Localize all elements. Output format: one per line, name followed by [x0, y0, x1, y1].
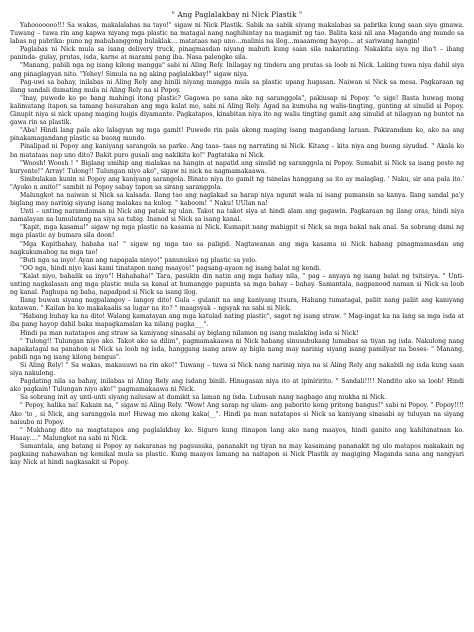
paragraph: " Tulong!! Tulungan niyo ako. Takot ako sa dilim", pagmamakaawa ni Nick habang sinusubukang lumabas sa tiyan ng isda. Nakulong nang napakatagal na panahon si Nick sa loob ng isda, hanggang isang araw ay bigla nang may narinig siyang isang pamilyar na boses- " Manang, pabili nga ng isang kilong bangus". — [10, 337, 464, 361]
paragraph: Pag-uwi sa bahay, inilabas ni Aling Rely ang binili niyang mangga mula sa plastic upang hugasan. Naiwan si Nick sa mesa. Pagkaraan ng ilang sandali dumating mula ni Aling Rely na si Popoy. — [10, 78, 464, 94]
paragraph: "Kalat niyo, babalik sa inyo"! Hahahaha!" Tara, pasukin din natin ang mga bahay nila, " pag – anyaya ng isang balat ng tsitsirya. " Unti-unting nagkalasan ang mga plastic mula sa kanal at humanggo papunta sa mga bahay – bahay. Samantala, nagpanood naman si Nick sa loob ng kanal. Paghupa ng baha, napadpad si Nick sa isang ilog. — [10, 272, 464, 297]
story-body — [10, 22, 464, 467]
paragraph: "Woosh! Woosh ! " Biglang umihip ang malakas na hangin at napatid ang sinulid ng saranggola ni Popoy. Sumabit si Nick sa isang poste ng kuryente!" Array! Tulong!! Tulungan niyo ako", sigaw ni nick na nagmamakaawa. — [10, 159, 464, 175]
paragraph: "Mga Kapitbahay, babaha na! " sigaw ng mga tao sa paligid. Nagtawanan ang mga kasama ni Nick habang pinagmamasdan ang nagkukumahog na mga tao! — [10, 240, 464, 256]
paragraph: "Kapit, mga kasama!" sigaw ng mga plastic na kasama ni Nick. Kumapit nang mahigpit si Nick sa mga bakal nak anal. Sa sobrang dami ng mga plastic ay bumara sila doon! — [10, 224, 464, 240]
paragraph: "Habang buhay ka na dito! Walang kamatayan ang mga katulad nating plastic", sagot ng isang straw. " Mag-ingat ka na lang sa mga isda at iba pang hayop dahil baka mapagkamalan ka nilang pagka___". — [10, 313, 464, 329]
story-title: " Ang Paglalakbay ni Nick Plastik " — [171, 10, 303, 19]
paragraph: Yahooooooo!!! Sa wakas, makalalabas na tayo!" sigaw ni Nick Plastik. Sabik na sabik siyang makalabas sa pabrika kung saan siya ginawa. Tuwang – tuwa rin ang kapwa niyang mga plastic na matagal nang naghihintay na magamit ng tao. Balita kasi nil ana Maganda ang mundo sa labas ng pabrika: puno ng mababanggong bulaklak… matataas nap uno…malinis na ilog…maaamong hayop… at sariwang hangin! — [10, 22, 464, 46]
paragraph: Si Aling Rely! " Sa wakas, makauuwi na rin ako!" Tuwang – tuwa si Nick nang narinig niya na si Aling Rely ang nakabili ng isda kung saan siya nakulong. — [10, 361, 464, 378]
paragraph: Sa sobrang init ay unti-unti siyang nalusaw at dumikit sa laman ng isda. Lubusan nang nagbago ang mukha ni Nick. — [20, 394, 387, 402]
paragraph: Samantala, ang batang si Popoy ay nakaranas ng pagsusuka, pananakit ng tiyan na may kasamang pananakit ng ulo matapos makakain ng pagkaing nahawahan ng kemikal mula sa plastic. Kung maayos lamang na naitapon si Nick Plastik ay magiging Maganda sana ang nangyari kay Nick at hindi nagkasakit si Popoy. — [10, 442, 464, 467]
paragraph: Malungkot na naiwan si Nick sa kalsada. Ilang tao ang naglakad sa harap niya ngunit wala ni isang pumansin sa kanya. Ilang sandal pa'y biglang may narinig siyang isang malakas na kulog. " kaboom! " Naku! UUlan na! — [10, 191, 464, 208]
paragraph: "Aba! Hindi lang pala ako lalagyan ng mga gamit! Puwede rin pala akong maging isang magandang laruan. Pakiramdam ko, ako na ang pinakamagandang plastic sa buong mundo. — [10, 127, 464, 143]
paragraph: "Inay, puwede ko po bang mahingi itong plastic? Gagawa po sana ako ng saranggola", pakiusap ni Popoy. "o sige! Basta huwag mong kalimutang itapon sa tamang basurahan ang mga kalat mo, sabi ni Aling Rely. Agad na kumuha ng walis-tingting, gunting at sinulid si Popoy. Ginupit niya si nick upang maging hugis diyamante. Pagkatapos, kinabitan niya ito ng walis tingting gamit ang sinulid at nilagyan ng buntot na gawa rin sa plastik. — [10, 94, 464, 127]
paragraph: Simbulakan kunin ni Popoy ang kaniyang sarangola. Binato niya ito gamit ng tsinelas hanggang sa ito ay malaglag. ' Naku, sir ana pala ito.' "Ayoko n anito!" sambit ni Popoy sabay tapon sa sirang saranggola. — [10, 175, 464, 191]
paragraph: "Buti nga sa inyo! Ayan ang napapala ninyo!" panunukso ng plastic sa yelo. — [20, 256, 257, 264]
paragraph: Pinalipad ni Popoy ang kaniyang sarangola sa parke. Ang taas- taas ng narrating ni Nick. Kitang – kita niya ang buong siyudad. " Akala ko ba matataas nap uno dito? Bakit puro gusali ang nakikita ko!" Pagtataka ni Nick. — [10, 143, 464, 159]
paragraph: Pagdating nila sa bahay, inilabas ni Aling Rely ang isdang binili. Hinugasan niya ito at ipiniririto. " Sandali!!!! Nandito ako sa loob! Hindi ako pagkain! Tulungan niyo ako!" pagmamakaawa ni Nick. — [10, 378, 464, 394]
paragraph: Ilang buwan siyang nagpalangoy – langoy dito! Gula – gulanit na ang kaniyang itsura, Habang tumatagal, paliit nang paliit ang kaniyang katawan. " Kailan ba ko makakaalis sa lugar na ito? " maagsyak – ngsyak na sabi ni Nick. — [10, 297, 464, 313]
paragraph: Hindi pa man natatapos ang straw sa kaniyang sinasabi ay biglang nilamon ng isang malaking isda si Nick! — [20, 329, 359, 337]
paragraph: Paglabas ni Nick mula sa isang delivery truck, pinagmasdan niyang mabuti kung saan sila nakarating. Nakakita siya ng iba't – ibang paninda- gulay, prutas, isda, karne at marami pang iba. Nasa palengke sila. — [10, 46, 464, 62]
paragraph: " Mukhang dito na magtatapos ang paglalakbay ko. Siguro kung itinapon lang ako nang maayos, hindi ganito ang kahihinatnan ko. Haaay…." Malungkot na sabi ni Nick. — [10, 426, 464, 442]
paragraph: "Manang, pabili nga ng isang kilong mangga" sabi ni Aling Rely. Inilagay ng tindera ang prutas sa loob ni Nick. Laking tuwa niya dahil siya ang pinaglagyan nito. "Yehey! Simula na ng aking paglalakbay!" sigaw niya. — [10, 62, 464, 78]
paragraph: "OO nga, hindi niyo kasi kami tinatapon nang maayos!" pagsang-ayaon ng isang balat ng kendi. — [20, 264, 322, 272]
paragraph: " Popoy, halika na! Kakain na, " sigaw ni Aling Rely. "Wow! Ang sarap ng ulam- ang paborito kong pritong bangus!" sabi ni Popoy. " Popoy!!!! Ako 'to , si Nick, ang saranggola mo! Huwag mo akong kaka(__". Hindi pa man natatapos si Nick sa kaniyang sinasabi ay tuluyan na siyang naisubo ni Popoy. — [10, 402, 464, 426]
paragraph: Unti – unting naramdaman ni Nick ang patak ng ulan. Takot na takot siya at hindi alam ang gagawin. Pagkaraan ng ilang oras, hindi niya namalayan na lumulutang na siya sa tubig. Inanod si Nick sa isang kanal. — [10, 208, 464, 224]
